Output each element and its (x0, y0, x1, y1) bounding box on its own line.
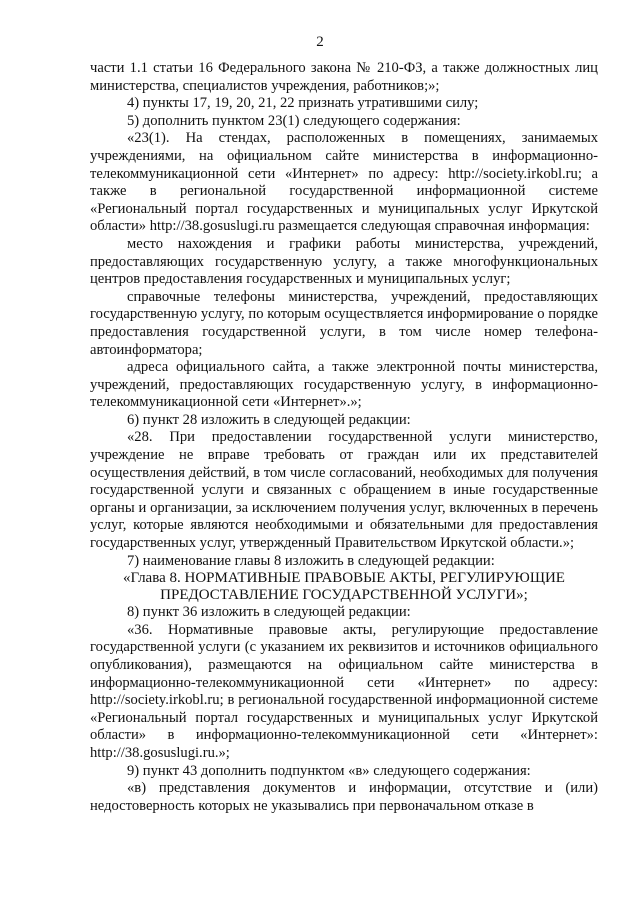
paragraph: справочные телефоны министерства, учреждений, предоставляющих государственную услугу, по которым осуществляется информирование о порядке предоставления государственной услуги, в том числе номер телефона-автоинформатора; (90, 288, 598, 358)
paragraph: 5) дополнить пунктом 23(1) следующего содержания: (127, 112, 461, 129)
paragraph: 8) пункт 36 изложить в следующей редакции: (127, 604, 411, 621)
paragraph: части 1.1 статьи 16 Федерального закона № 210-ФЗ, а также должностных лиц министерства, специалистов учреждения, работников;»; (90, 60, 598, 94)
paragraph: «23(1). На стендах, расположенных в помещениях, занимаемых учреждениями, на официальном сайте министерства в информационно-телекоммуникационной сети «Интернет» по адресу: http://society.irkobl.ru; а также в региональной государственной информационной системе «Региональный портал государственных и муниципальных услуг Иркутской области» http://38.gosuslugi.ru размещается следующая справочная информация: (90, 130, 598, 235)
paragraph: 4) пункты 17, 19, 20, 21, 22 признать утратившими силу; (127, 95, 479, 112)
paragraph: 7) наименование главы 8 изложить в следующей редакции: (127, 552, 495, 569)
paragraph: 6) пункт 28 изложить в следующей редакции: (127, 411, 411, 428)
paragraph: «36. Нормативные правовые акты, регулирующие предоставление государственной услуги (с указанием их реквизитов и источников официального опубликования), размещаются на официальном сайте министерства в информационно-телекоммуникационной сети «Интернет» по адресу: http://society.irkobl.ru; в региональной государственной информационной системе «Региональный портал государственных и муниципальных услуг Иркутской области» в информационно-телекоммуникационной сети «Интернет»: http://38.gosuslugi.ru.»; (90, 621, 598, 761)
paragraph: 9) пункт 43 дополнить подпунктом «в» следующего содержания: (127, 762, 531, 779)
page-number: 2 (316, 34, 324, 50)
chapter-title: «Глава 8. НОРМАТИВНЫЕ ПРАВОВЫЕ АКТЫ, РЕГУЛИРУЮЩИЕ ПРЕДОСТАВЛЕНИЕ ГОСУДАРСТВЕННОЙ УСЛУГИ»; (123, 570, 565, 604)
paragraph: «28. При предоставлении государственной услуги министерство, учреждение не вправе требовать от граждан или их представителей осуществления действий, в том числе согласований, необходимых для получения государственной услуги и связанных с обращением в иные государственные органы и организации, за исключением получения услуг, включенных в перечень услуг, которые являются необходимыми и обязательными для предоставления государственных услуг, утвержденный Правительством Иркутской области.»; (90, 429, 598, 552)
paragraph: место нахождения и графики работы министерства, учреждений, предоставляющих государственную услугу, а также многофункциональных центров предоставления государственных и муниципальных услуг; (90, 235, 598, 288)
paragraph: «в) представления документов и информации, отсутствие и (или) недостоверность которых не указывались при первоначальном отказе в (90, 780, 598, 814)
document-body (90, 60, 598, 815)
paragraph: адреса официального сайта, а также электронной почты министерства, учреждений, предоставляющих государственную услугу, в информационно-телекоммуникационной сети «Интернет».»; (90, 359, 598, 411)
